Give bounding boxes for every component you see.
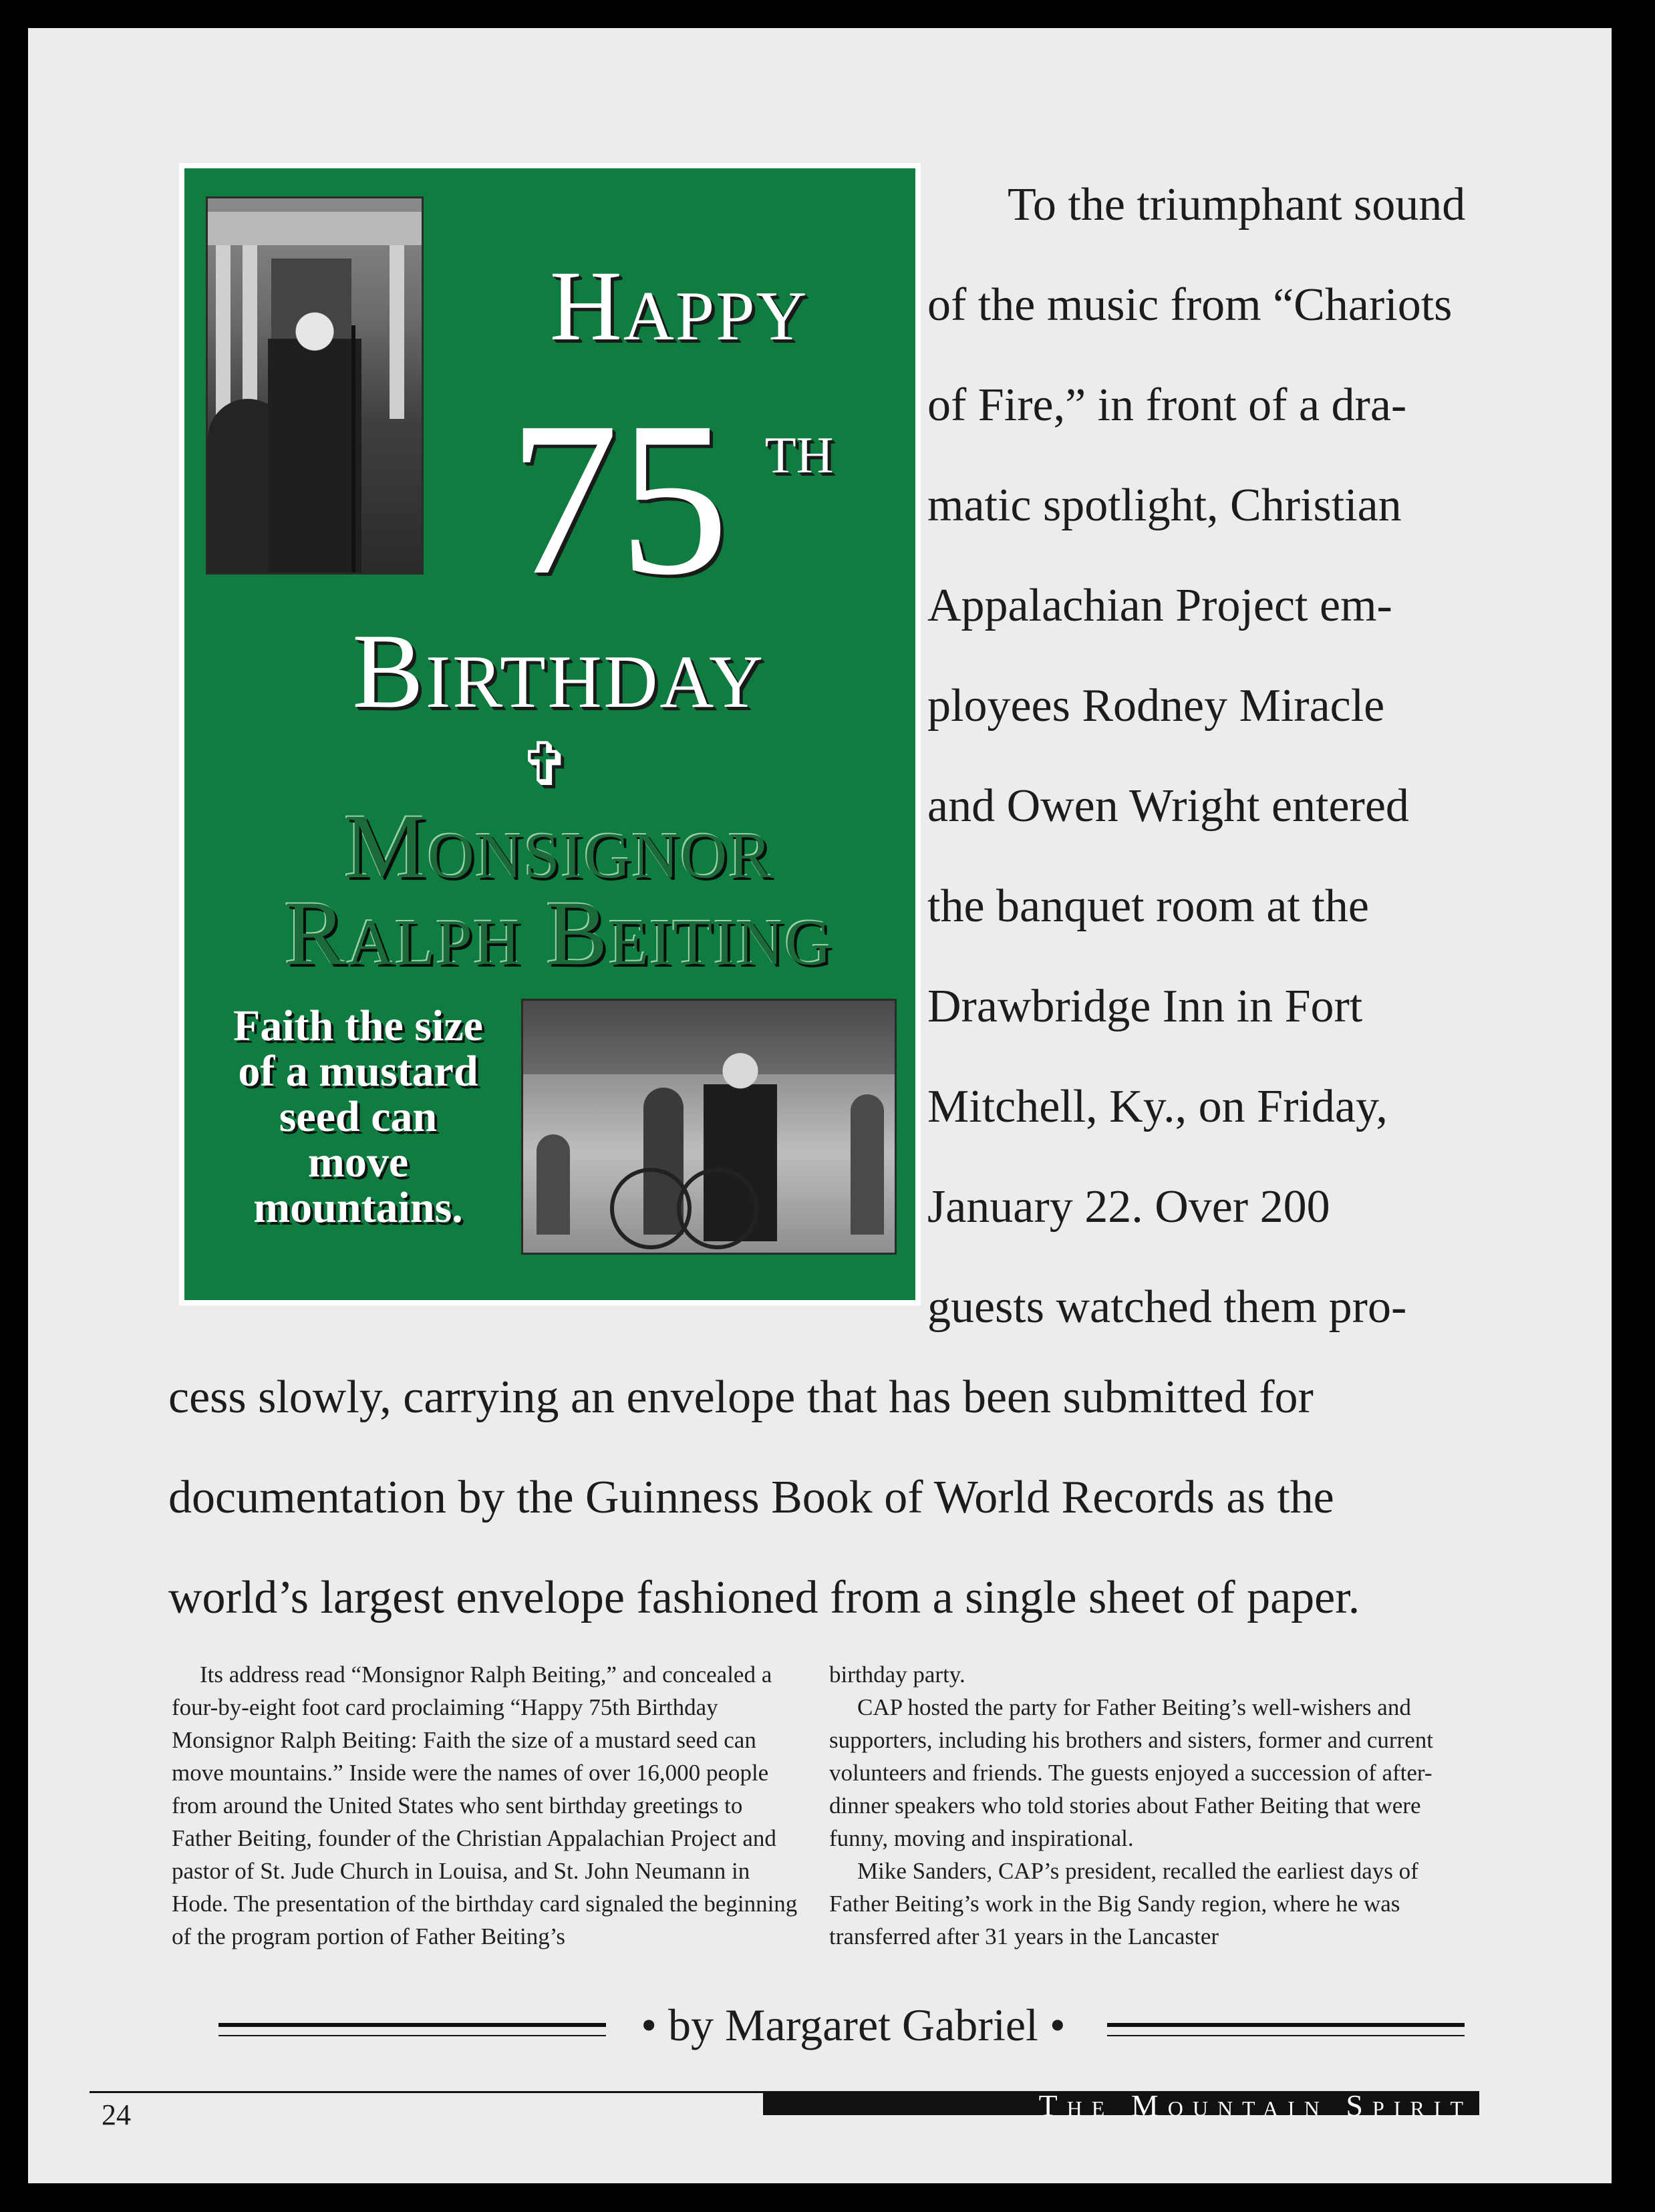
author-byline: • by Margaret Gabriel • — [641, 2000, 1066, 2050]
byline-row — [192, 1999, 1465, 2052]
card-number: 75 — [508, 377, 729, 621]
cross-icon: ✞ — [520, 732, 571, 798]
byline-rule-right — [1107, 2023, 1465, 2036]
lead-paragraph-right: To the triumphant sound of the music from “Chariots of Fire,” in front of a dra- matic spotlight, Christian Appalachian Project em- ployees Rodney Miracle and Owen Wright entered the banquet room at the Drawbridge Inn in Fort Mitchell, Ky., on Friday, January 22. Over 200 guests watched them pro- — [927, 179, 1466, 1333]
card-birthday: Birthday — [352, 611, 765, 730]
card-happy: Happy — [549, 251, 808, 361]
speaker-photo — [206, 196, 424, 575]
children-photo — [521, 999, 897, 1255]
body-column-left: Its address read “Monsignor Ralph Beiting,” and concealed a four-by-eight foot card proclaiming “Happy 75th Birthday Monsignor Ralph Beiting: Faith the size of a mustard seed can move mountains.” Inside were the names of over 16,000 people from around the United States who sent birthday greetings to Father Beiting, founder of the Christian Appalachian Project and pastor of St. Jude Church in Louisa, and St. John Neumann in Hode. The presentation of the birthday card signaled the beginning of the program portion of Father Beiting’s — [172, 1662, 798, 1949]
card-ordinal: th — [764, 407, 834, 488]
magazine-page — [28, 28, 1612, 2183]
body-column-right: birthday party. CAP hosted the party for Father Beiting’s well-wishers and supporters, including his brothers and sisters, former and current volunteers and friends. The guests enjoyed a succession of after-dinner speakers who told stories about Father Beiting that were funny, moving and inspirational. Mike Sanders, CAP’s president, recalled the earliest days of Father Beiting’s work in the Big Sandy region, where he was transferred after 31 years in the Lancaster — [829, 1662, 1433, 1949]
byline-rule-left — [218, 2023, 606, 2036]
page-number: 24 — [102, 2098, 131, 2131]
lead-paragraph-wide: cess slowly, carrying an envelope that has been submitted for documentation by the Guinness Book of World Records as the world’s largest envelope fashioned from a single sheet of paper. — [168, 1372, 1360, 1623]
publication-masthead: The Mountain Spirit — [763, 2092, 1479, 2115]
card-name-line1: Monsignor — [344, 795, 773, 897]
birthday-promo-card — [179, 163, 921, 1305]
card-faith-quote: Faith the size of a mustard seed can move mountains. — [233, 1001, 483, 1232]
card-name-line2: Ralph Beiting — [284, 882, 833, 984]
